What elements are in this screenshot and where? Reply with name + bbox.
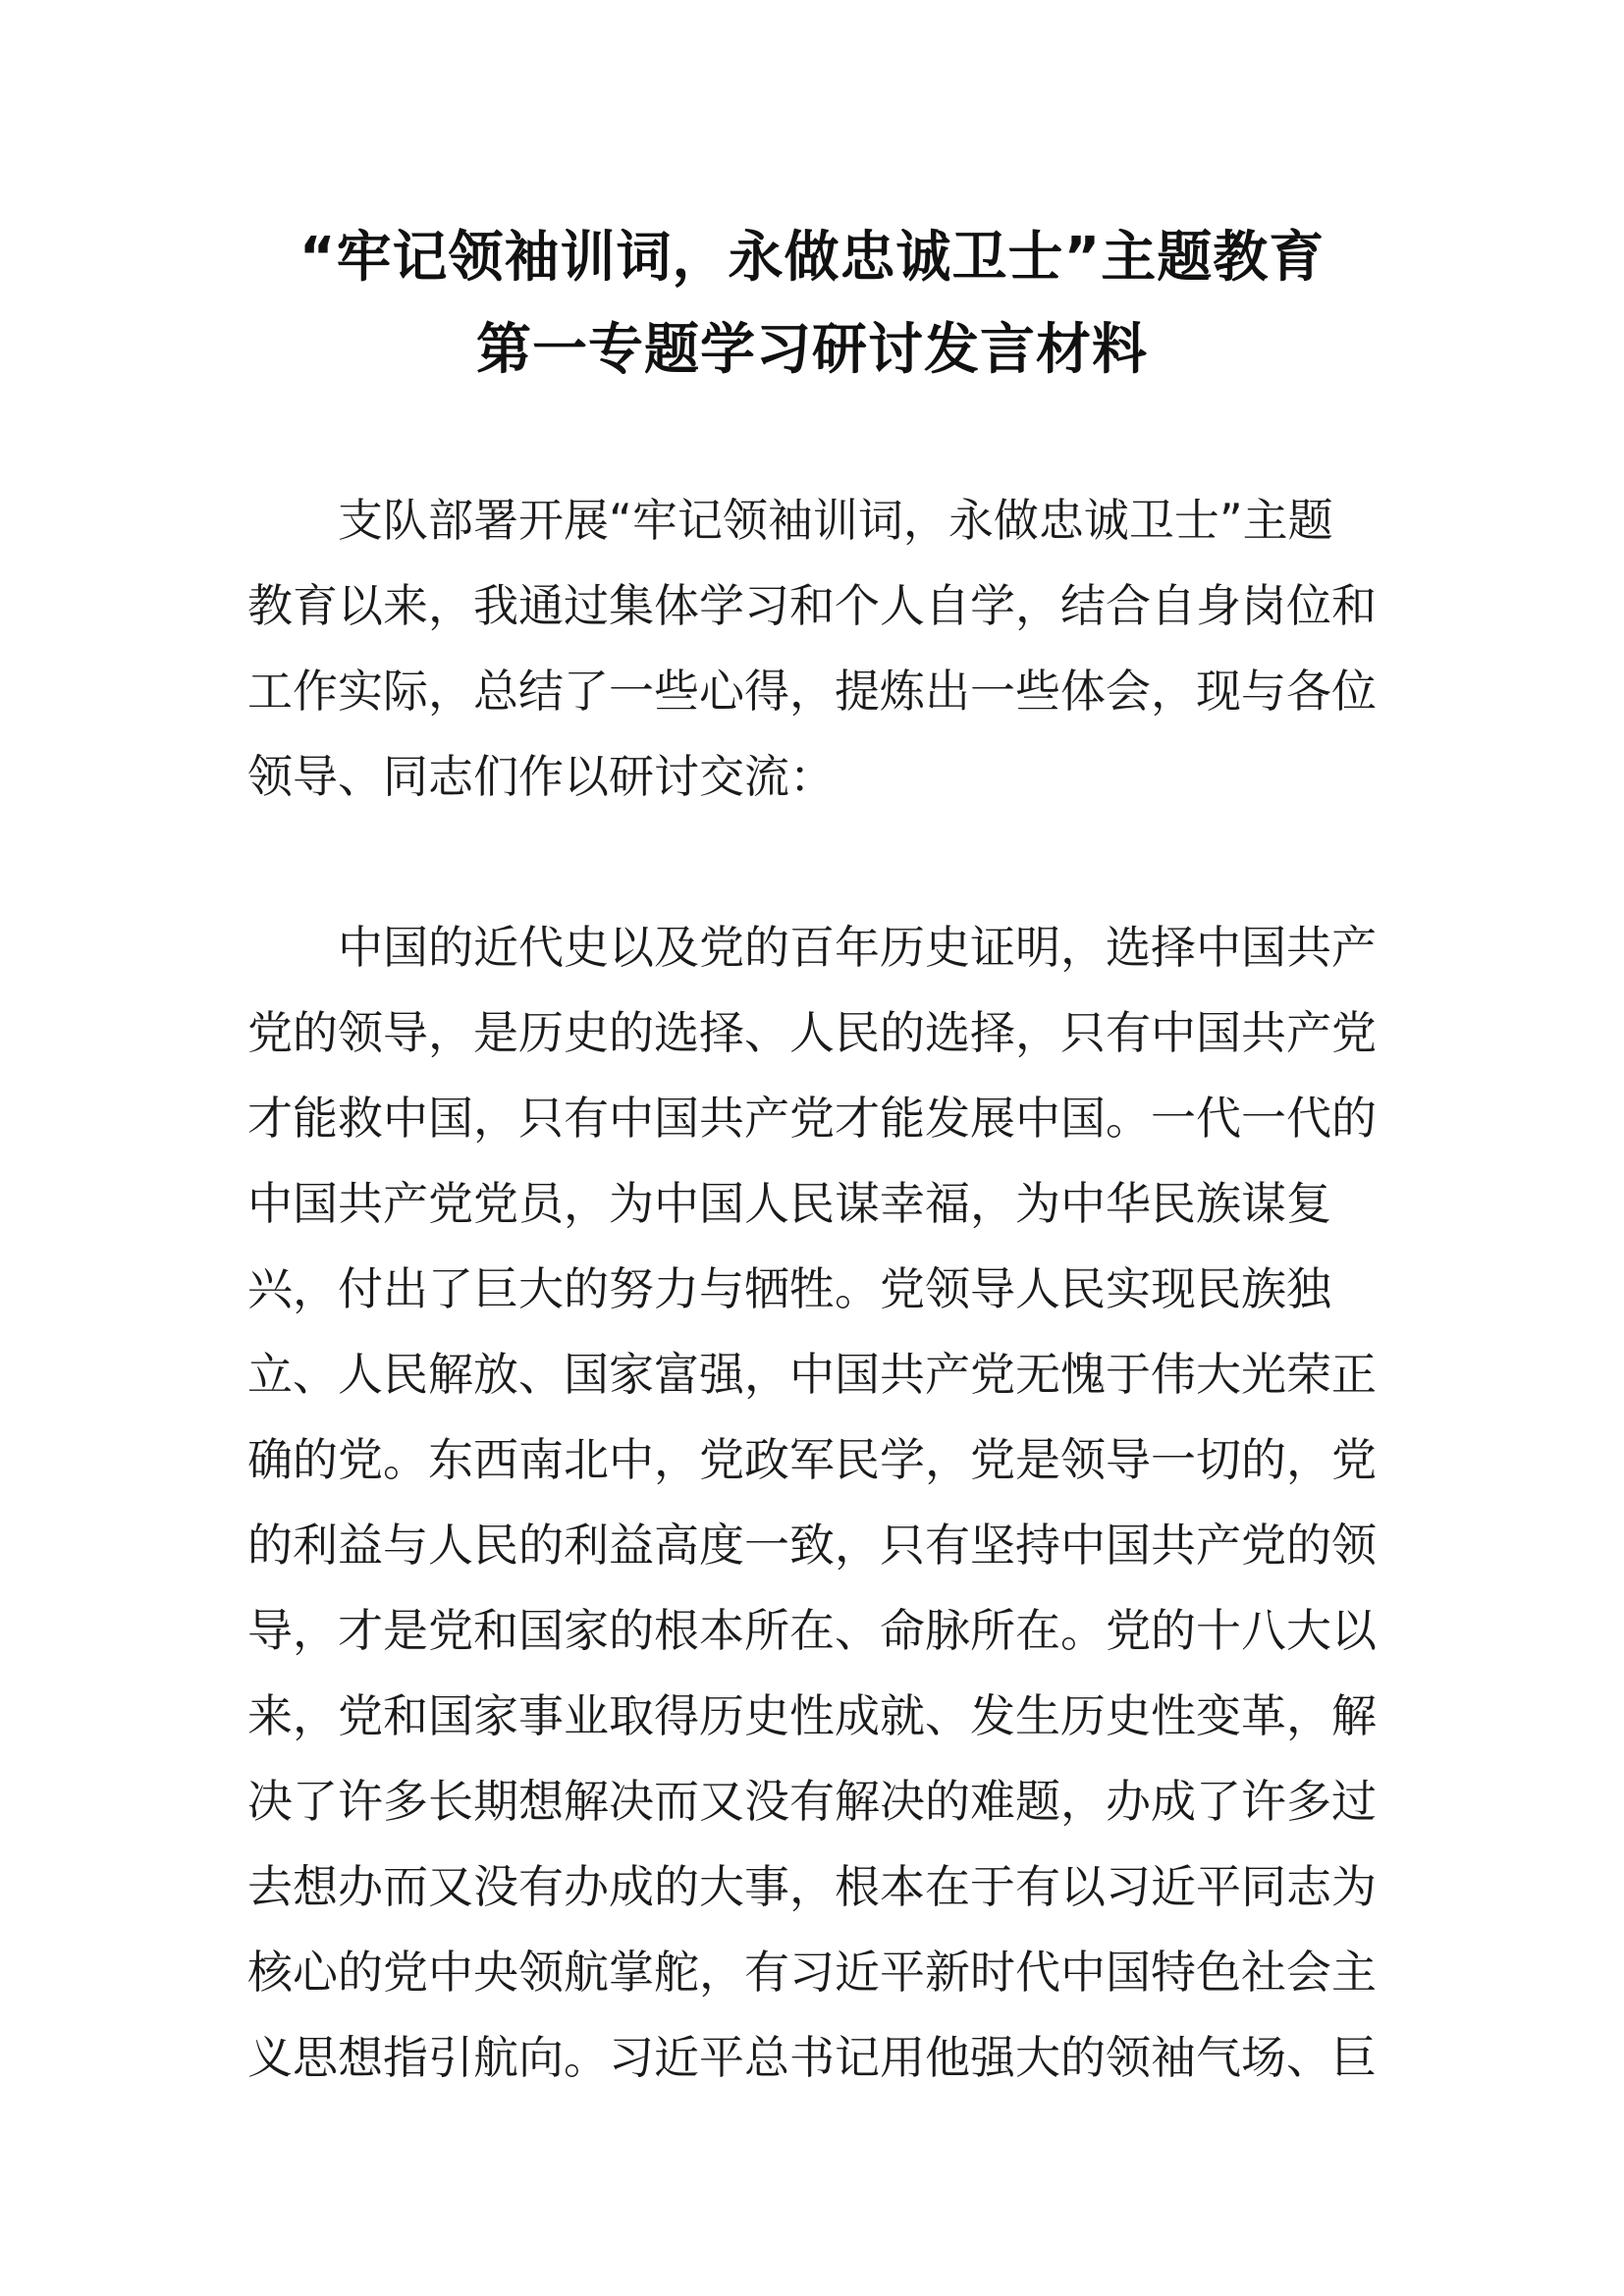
paragraph-line: 兴，付出了巨大的努力与牺牲。党领导人民实现民族独 [247,1262,1331,1315]
paragraph-line: 核心的党中央领航掌舵，有习近平新时代中国特色社会主 [247,1946,1377,1999]
paragraph-line: 中国的近代史以及党的百年历史证明，选择中国共产 [338,921,1377,974]
paragraph-line: 工作实际，总结了一些心得，提炼出一些体会，现与各位 [247,665,1377,718]
paragraph-line: 才能救中国，只有中国共产党才能发展中国。一代一代的 [247,1092,1377,1145]
paragraph-line: 领导、同志们作以研讨交流： [247,750,835,803]
paragraph-line: 确的党。东西南北中，党政军民学，党是领导一切的，党 [247,1433,1377,1486]
paragraph-line: 义思想指引航向。习近平总书记用他强大的领袖气场、巨 [247,2031,1377,2084]
paragraph-line: 支队部署开展“牢记领袖训词，永做忠诚卫士”主题 [338,494,1333,547]
paragraph-line: 来，党和国家事业取得历史性成就、发生历史性变革，解 [247,1689,1377,1742]
paragraph-line: 立、人民解放、国家富强，中国共产党无愧于伟大光荣正 [247,1348,1377,1401]
paragraph-line: 导，才是党和国家的根本所在、命脉所在。党的十八大以 [247,1604,1377,1657]
paragraph-line: 党的领导，是历史的选择、人民的选择，只有中国共产党 [247,1006,1377,1059]
document-title-line-1: “牢记领袖训词，永做忠诚卫士”主题教育 [298,226,1326,290]
document-title-line-2: 第一专题学习研讨发言材料 [476,318,1148,382]
paragraph-line: 教育以来，我通过集体学习和个人自学，结合自身岗位和 [247,579,1377,632]
paragraph-line: 的利益与人民的利益高度一致，只有坚持中国共产党的领 [247,1519,1377,1572]
paragraph-line: 中国共产党党员，为中国人民谋幸福，为中华民族谋复 [247,1177,1331,1230]
paragraph-line: 决了许多长期想解决而又没有解决的难题，办成了许多过 [247,1775,1377,1828]
paragraph-line: 去想办而又没有办成的大事，根本在于有以习近平同志为 [247,1860,1377,1913]
